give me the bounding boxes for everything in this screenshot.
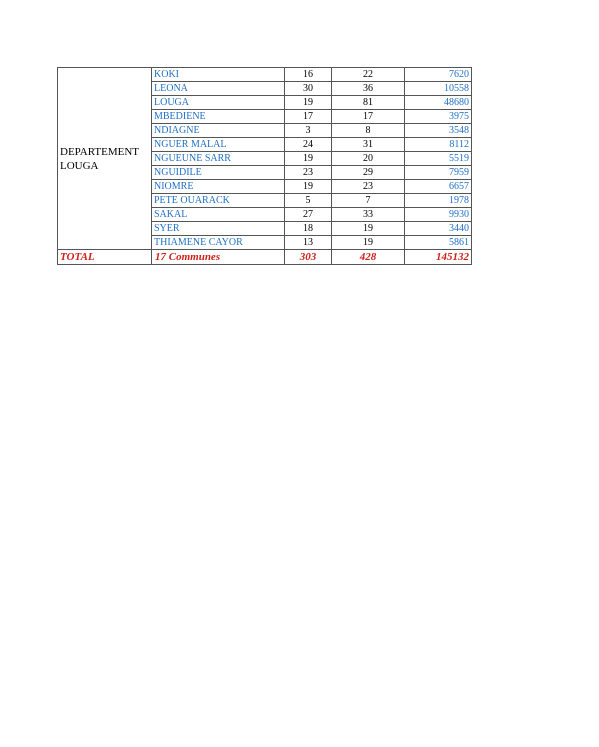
- department-cell: [58, 68, 152, 250]
- commune-name-cell: SYER: [152, 222, 285, 236]
- value-col1-cell: 30: [285, 82, 332, 96]
- value-col2-cell: 29: [332, 166, 405, 180]
- total-label-cell: TOTAL: [58, 250, 152, 265]
- commune-name-cell: SAKAL: [152, 208, 285, 222]
- value-col2-cell: 33: [332, 208, 405, 222]
- commune-name-cell: THIAMENE CAYOR: [152, 236, 285, 250]
- commune-name-cell: LEONA: [152, 82, 285, 96]
- value-col3-cell: 3440: [405, 222, 472, 236]
- value-col2-cell: 7: [332, 194, 405, 208]
- total-col2-cell: 428: [332, 250, 405, 265]
- value-col3-cell: 9930: [405, 208, 472, 222]
- value-col1-cell: 18: [285, 222, 332, 236]
- value-col3-cell: 5861: [405, 236, 472, 250]
- value-col2-cell: 19: [332, 236, 405, 250]
- value-col2-cell: 22: [332, 68, 405, 82]
- commune-name-cell: LOUGA: [152, 96, 285, 110]
- value-col3-cell: 8112: [405, 138, 472, 152]
- communes-table: [57, 67, 472, 265]
- value-col1-cell: 19: [285, 152, 332, 166]
- value-col2-cell: 81: [332, 96, 405, 110]
- value-col3-cell: 7620: [405, 68, 472, 82]
- total-col3-cell: 145132: [405, 250, 472, 265]
- department-label-line2: LOUGA: [60, 159, 99, 172]
- value-col1-cell: 23: [285, 166, 332, 180]
- value-col3-cell: 7959: [405, 166, 472, 180]
- commune-name-cell: NGUEUNE SARR: [152, 152, 285, 166]
- table-row: [58, 68, 472, 82]
- value-col3-cell: 5519: [405, 152, 472, 166]
- value-col2-cell: 17: [332, 110, 405, 124]
- commune-name-cell: PETE OUARACK: [152, 194, 285, 208]
- value-col1-cell: 19: [285, 96, 332, 110]
- value-col3-cell: 6657: [405, 180, 472, 194]
- value-col1-cell: 3: [285, 124, 332, 138]
- total-col1-cell: 303: [285, 250, 332, 265]
- department-label-line1: DEPARTEMENT: [60, 145, 139, 158]
- total-row: [58, 250, 472, 265]
- value-col2-cell: 31: [332, 138, 405, 152]
- value-col2-cell: 23: [332, 180, 405, 194]
- value-col3-cell: 1978: [405, 194, 472, 208]
- value-col1-cell: 24: [285, 138, 332, 152]
- value-col2-cell: 8: [332, 124, 405, 138]
- commune-name-cell: KOKI: [152, 68, 285, 82]
- table-body: [58, 68, 472, 265]
- value-col3-cell: 48680: [405, 96, 472, 110]
- commune-name-cell: NGUER MALAL: [152, 138, 285, 152]
- value-col1-cell: 5: [285, 194, 332, 208]
- total-communes-cell: 17 Communes: [152, 250, 285, 265]
- commune-name-cell: NGUIDILE: [152, 166, 285, 180]
- value-col1-cell: 19: [285, 180, 332, 194]
- commune-name-cell: MBEDIENE: [152, 110, 285, 124]
- value-col3-cell: 3975: [405, 110, 472, 124]
- value-col2-cell: 36: [332, 82, 405, 96]
- commune-name-cell: NDIAGNE: [152, 124, 285, 138]
- value-col1-cell: 17: [285, 110, 332, 124]
- value-col1-cell: 13: [285, 236, 332, 250]
- value-col3-cell: 3548: [405, 124, 472, 138]
- value-col1-cell: 16: [285, 68, 332, 82]
- value-col3-cell: 10558: [405, 82, 472, 96]
- commune-name-cell: NIOMRE: [152, 180, 285, 194]
- value-col2-cell: 20: [332, 152, 405, 166]
- value-col2-cell: 19: [332, 222, 405, 236]
- value-col1-cell: 27: [285, 208, 332, 222]
